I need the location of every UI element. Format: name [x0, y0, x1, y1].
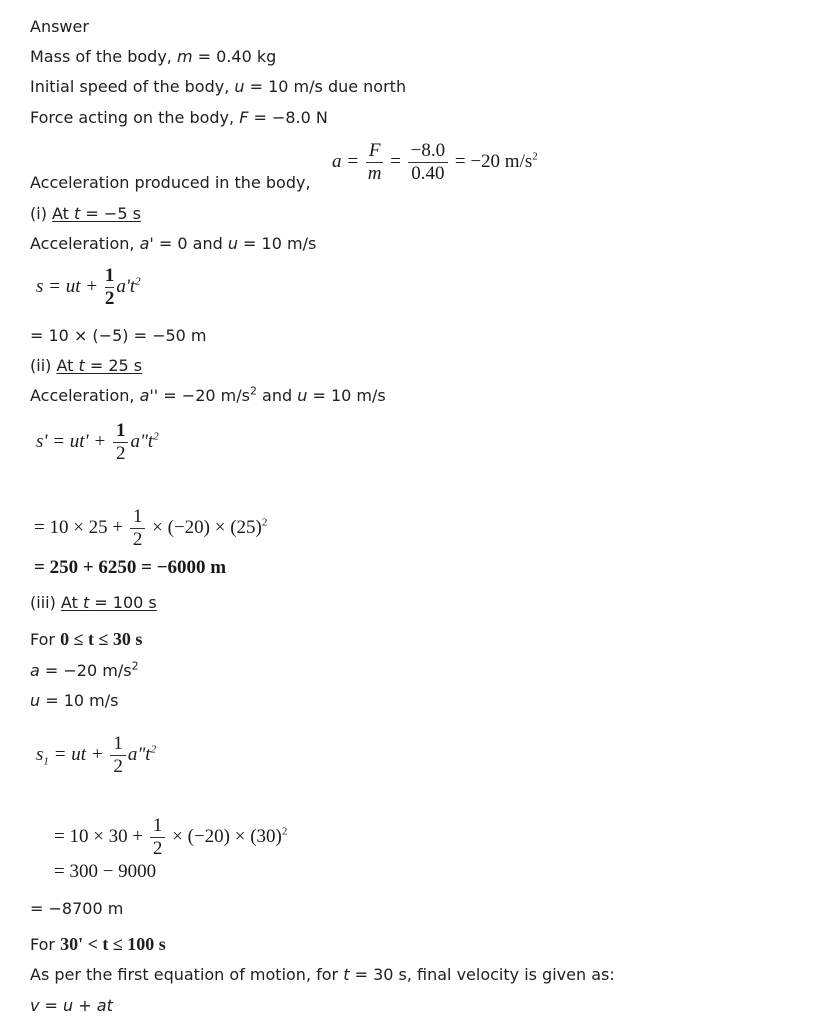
mass-variable: m: [176, 47, 193, 66]
part-ii-heading: [30, 356, 142, 376]
frac-numerator: −8.0: [408, 140, 448, 163]
for-label: For: [30, 630, 61, 649]
part-iii-interval-2: [30, 934, 166, 955]
frac-denominator: 2: [132, 529, 143, 550]
accel-eq-mid: =: [390, 150, 401, 172]
speed-label: Initial speed of the body,: [30, 77, 235, 96]
motion-text-suffix: = 30 s, final velocity is given as:: [349, 965, 615, 984]
u-value: = 10 m/s: [40, 691, 119, 710]
condition-text: At: [56, 356, 79, 375]
frac-denominator: m: [367, 163, 382, 184]
time-range: 0 ≤ t ≤ 30 s: [60, 629, 143, 649]
eq-rhs: a"t: [127, 743, 151, 765]
frac-numerator: 1: [130, 506, 146, 529]
eq-mid: = ut +: [48, 743, 104, 765]
force-label: Force acting on the body,: [30, 108, 240, 127]
force-variable: F: [239, 108, 249, 127]
speed-value: = 10 m/s due north: [244, 77, 407, 96]
eq-lhs: s' = ut' +: [36, 430, 107, 452]
part-ii-substitution: [34, 506, 267, 551]
sub-lhs: = 10 × 25 +: [34, 516, 124, 538]
frac-numerator: 1: [113, 420, 129, 443]
frac-denominator: 2: [113, 756, 123, 777]
superscript: 2: [135, 275, 141, 288]
superscript: 2: [532, 150, 538, 163]
condition-variable: t: [78, 356, 85, 375]
frac-denominator: 0.40: [411, 163, 445, 184]
condition-text: At: [60, 593, 83, 612]
superscript: 2: [249, 384, 257, 398]
fraction-one-half: [113, 420, 129, 465]
force-value: = −8.0 N: [248, 108, 328, 127]
fraction-one-half: [130, 506, 146, 551]
part-condition: [61, 593, 157, 612]
eq-lhs: s = ut +: [36, 275, 99, 297]
given-initial-speed: [30, 77, 406, 97]
u-variable: u: [297, 386, 308, 405]
part-i-result: = 10 × (−5) = −50 m: [30, 326, 207, 345]
part-iii-initial-velocity: [30, 691, 118, 711]
superscript: 2: [261, 516, 268, 529]
part-iii-acceleration: [30, 661, 139, 681]
frac-numerator: 1: [150, 815, 166, 838]
part-iii-heading: [30, 593, 157, 613]
sub-rhs: × (−20) × (30): [172, 825, 282, 847]
condition-variable: t: [74, 204, 81, 223]
part-iii-substitution-line-2: = 300 − 9000: [54, 861, 157, 882]
condition-variable: t: [82, 593, 90, 612]
acceleration-label: Acceleration produced in the body,: [30, 173, 311, 192]
a-variable: a: [30, 661, 40, 680]
u-value: = 10 m/s: [237, 234, 317, 253]
fraction-f-over-m: [366, 140, 384, 185]
fraction-force-over-mass: [408, 140, 448, 185]
given-force: [30, 108, 328, 128]
part-i-acceleration: [30, 234, 316, 254]
part-i-heading: [30, 204, 141, 224]
given-mass: [30, 47, 276, 67]
u-variable: u: [227, 234, 238, 253]
mass-value: = 0.40 kg: [192, 47, 277, 66]
acceleration-equation: [332, 140, 538, 185]
fraction-one-half: [150, 815, 166, 860]
part-ii-displacement-equation: [36, 420, 159, 465]
accel-variable: a': [139, 234, 154, 253]
accel-value: = 0 and: [153, 234, 228, 253]
part-iii-interval-1: [30, 629, 142, 650]
condition-value: = 100 s: [89, 593, 157, 612]
frac-numerator: 1: [104, 265, 115, 286]
a-value: = −20 m/s: [39, 661, 132, 680]
part-number: (ii): [30, 356, 57, 375]
sub-rhs: × (−20) × (25): [152, 516, 262, 538]
sub-lhs: = 10 × 30 +: [54, 825, 144, 847]
accel-variable: a'': [139, 386, 159, 405]
accel-eq-lhs: a =: [332, 150, 360, 172]
superscript: 2: [150, 743, 157, 756]
part-number: (iii): [30, 593, 61, 612]
eq-rhs: a"t: [130, 430, 154, 452]
time-range: 30' < t ≤ 100 s: [60, 934, 166, 954]
fraction-one-half: [110, 733, 126, 778]
part-ii-result: = 250 + 6250 = −6000 m: [34, 557, 227, 578]
eq-rhs: a't: [116, 275, 136, 297]
part-ii-acceleration: [30, 386, 386, 406]
motion-variable: t: [343, 965, 350, 984]
superscript: 2: [131, 659, 139, 673]
part-iii-result: = −8700 m: [30, 899, 124, 918]
part-number: (i): [30, 204, 53, 223]
accel-label: Acceleration,: [30, 234, 140, 253]
subscript: 1: [43, 755, 49, 768]
eq-lhs: s: [36, 743, 44, 765]
condition-value: = 25 s: [84, 356, 143, 375]
condition-value: = −5 s: [80, 204, 141, 223]
fraction-one-half: [105, 265, 115, 310]
u-value: = 10 m/s: [307, 386, 386, 405]
velocity-equation: v = u + at: [30, 996, 113, 1015]
accel-eq-rhs: = −20 m/s: [454, 150, 533, 172]
speed-variable: u: [234, 77, 245, 96]
answer-heading: Answer: [30, 17, 89, 36]
accel-value: = −20 m/s: [158, 386, 250, 405]
u-variable: u: [30, 691, 41, 710]
accel-label: Acceleration,: [30, 386, 140, 405]
mass-label: Mass of the body,: [30, 47, 177, 66]
frac-denominator: 2: [152, 838, 163, 859]
part-i-displacement-equation: [36, 265, 141, 310]
frac-denominator: 2: [115, 443, 126, 464]
part-condition: [56, 356, 142, 375]
frac-numerator: F: [366, 140, 384, 163]
superscript: 2: [281, 825, 288, 838]
condition-text: At: [52, 204, 75, 223]
frac-numerator: 1: [110, 733, 126, 756]
superscript: 2: [153, 430, 159, 443]
for-label: For: [30, 935, 61, 954]
part-iii-displacement-equation: [36, 733, 156, 778]
frac-denominator: 2: [104, 288, 115, 309]
part-iii-substitution: [54, 815, 287, 860]
part-condition: [52, 204, 141, 223]
motion-text: As per the first equation of motion, for: [30, 965, 344, 984]
conjunction: and: [256, 386, 298, 405]
motion-equation-text: [30, 965, 615, 985]
